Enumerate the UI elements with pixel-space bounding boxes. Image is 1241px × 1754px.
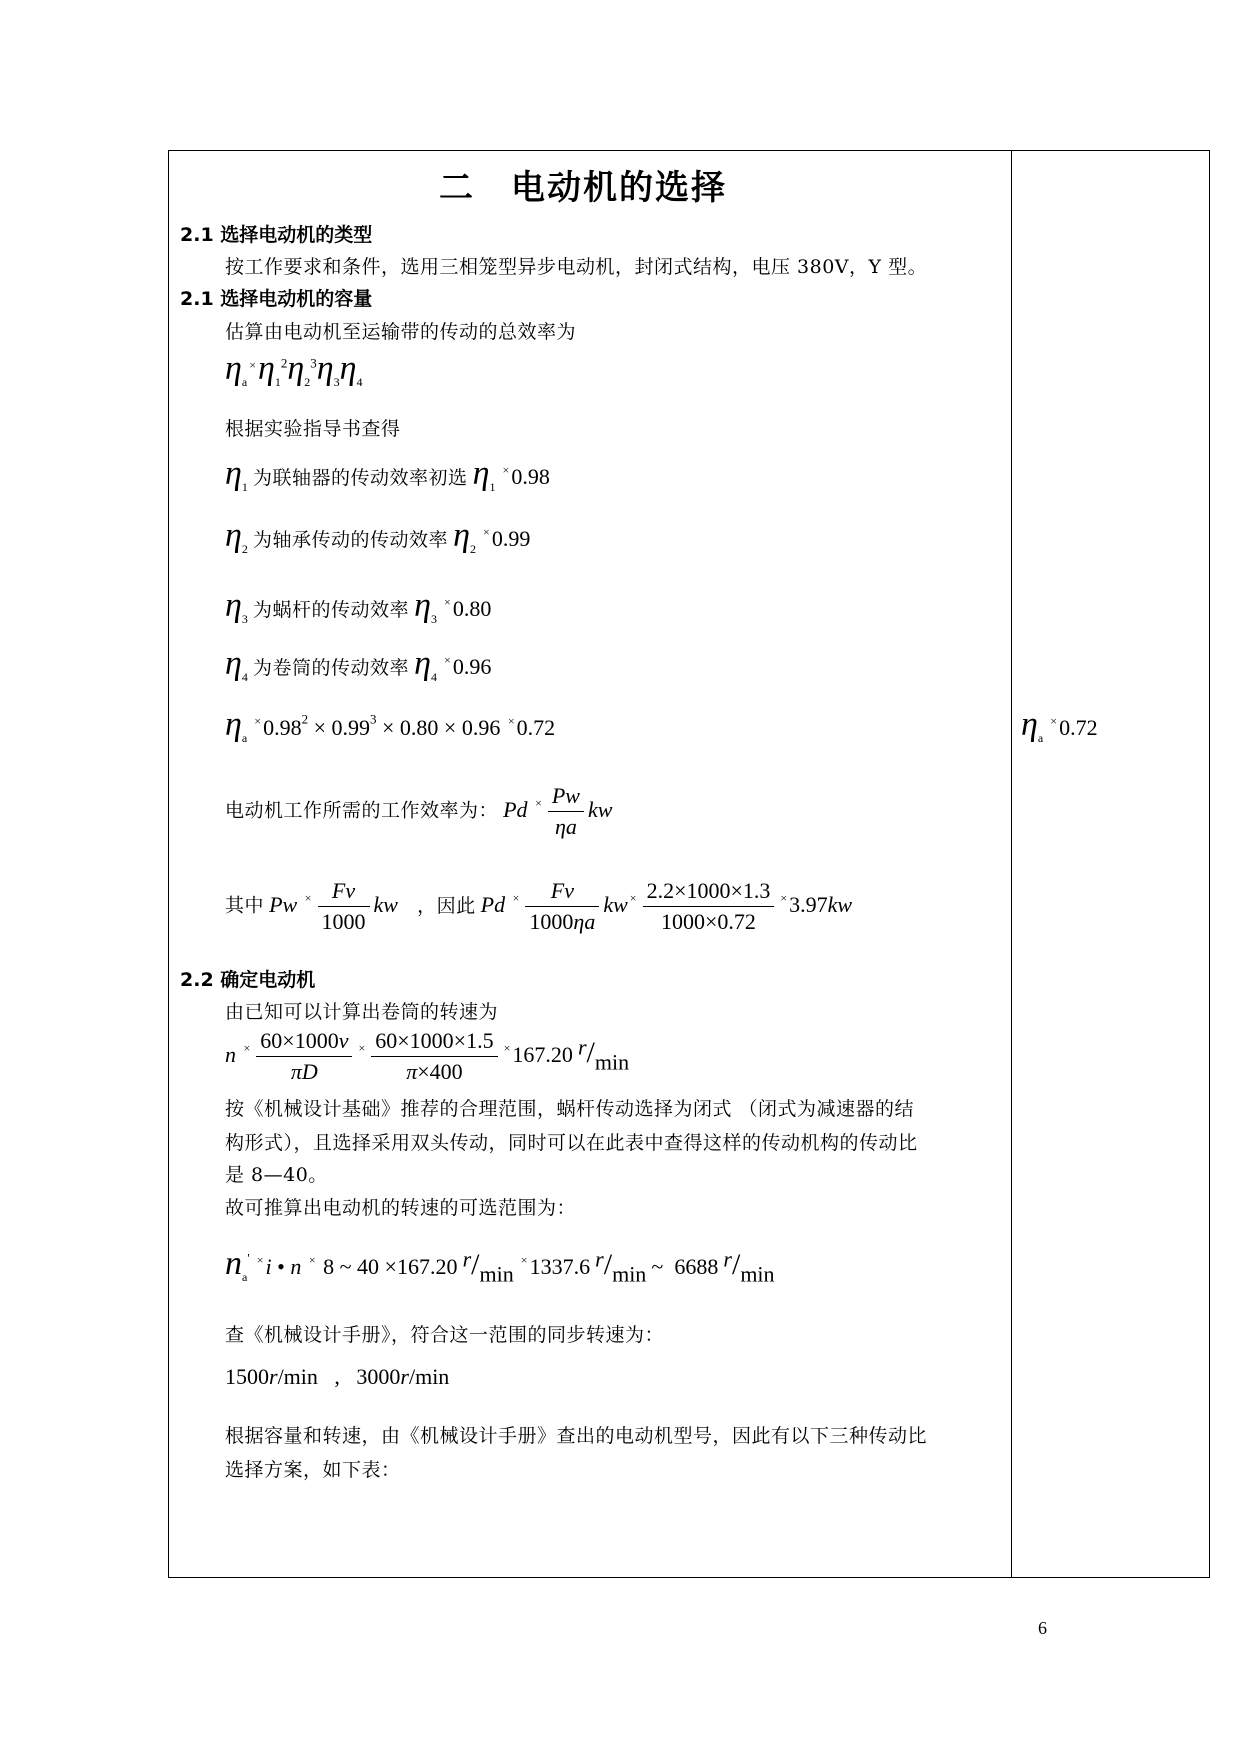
speed-intro: 由已知可以计算出卷筒的转速为 <box>225 1001 499 1023</box>
pw-pd-line: 其中 Pw × $\frac{Fv}{1000}$ kw ，因此 Pd × $\frac{Fv}{1000\eta a}$ kw × $\frac{2.2\times 1000\times 1.3}{1000\times 0.72}$ ×3.97kw <box>225 878 853 934</box>
lookup-text: 根据实验指导书查得 <box>225 418 401 440</box>
eta-a-computation: $\eta_a$ $^\times 0.98^2 \times 0.99^3 \times 0.80 \times 0.96$ ×0.72 <box>225 706 556 746</box>
eta3-desc: 为蜗杆的传动效率 <box>252 599 409 621</box>
power-text: 电动机工作所需的工作效率为： <box>225 799 499 822</box>
final-text-1: 根据容量和转速，由《机械设计手册》查出的电动机型号，因此有以下三种传动比 <box>225 1425 928 1447</box>
eta-a-result: 0.72 <box>516 715 556 740</box>
page-number: 6 <box>1038 1618 1047 1638</box>
efficiency-intro: 估算由电动机至运输带的传动的总效率为 <box>225 321 577 343</box>
range-text-3: 是 8—40。 <box>225 1164 328 1186</box>
range-low: 1337.6 <box>529 1254 591 1279</box>
page-title: 二 电动机的选择 <box>439 168 727 208</box>
range-text-1: 按《机械设计基础》推荐的合理范围，蜗杆传动选择为闭式 （闭式为减速器的结 <box>225 1098 915 1120</box>
speed-result: 167.20 <box>512 1041 573 1067</box>
manual-text: 查《机械设计手册》，符合这一范围的同步转速为： <box>225 1324 665 1346</box>
sync-speeds: 1500r/min , 3000r/min <box>225 1364 450 1389</box>
eta4-desc: 为卷筒的传动效率 <box>252 657 409 679</box>
range-text-2: 构形式），且选择采用双头传动，同时可以在此表中查得这样的传动机构的传动比 <box>225 1132 918 1154</box>
section-heading-type: 2.1 选择电动机的类型 <box>180 224 373 246</box>
final-text-2: 选择方案，如下表： <box>225 1459 401 1481</box>
eta2-value: 0.99 <box>491 526 531 551</box>
section-heading-capacity: 2.1 选择电动机的容量 <box>180 288 373 310</box>
eta3-line: $\eta_3$ 为蜗杆的传动效率 $\eta_3$ ×0.80 <box>225 587 492 627</box>
section-heading-determine: 2.2 确定电动机 <box>180 969 316 991</box>
pd-formula-line: 电动机工作所需的工作效率为： Pd × $\frac{Pw}{\eta a}$ kw <box>225 783 613 839</box>
side-note-value: 0.72 <box>1059 715 1098 740</box>
sync-speed-2: 3000 <box>356 1364 401 1389</box>
drum-speed-formula: n × $\frac{60\times 1000v}{\pi D}$ × $\frac{60\times 1000\times 1.5}{\pi\times 400}$ ×167.20 r/min <box>225 1028 630 1084</box>
total-efficiency-formula: $\eta_a^\times\eta_1^2\eta_2^3\eta_3\eta_4$ <box>225 350 363 390</box>
column-divider <box>1011 150 1012 1578</box>
eta1-value: 0.98 <box>511 464 550 489</box>
infer-text: 故可推算出电动机的转速的可选范围为： <box>225 1197 577 1219</box>
eta2-desc: 为轴承传动的传动效率 <box>252 529 448 551</box>
motor-speed-range: $n_a'$ ×i • n × 8 ~ 40 ×167.20 r/min ×1337.6 r/min ~ 6688 r/min <box>225 1245 775 1287</box>
eta1-desc: 为联轴器的传动效率初选 <box>252 467 468 489</box>
side-note-eta-a: $\eta_a$ ×0.72 <box>1021 706 1098 746</box>
eta3-value: 0.80 <box>452 596 492 621</box>
eta4-line: $\eta_4$ 为卷筒的传动效率 $\eta_4$ ×0.96 <box>225 645 492 685</box>
type-description: 按工作要求和条件，选用三相笼型异步电动机，封闭式结构，电压 380V，Y 型。 <box>225 256 928 278</box>
eta1-line: $\eta_1$ 为联轴器的传动效率初选 $\eta_1$ ×0.98 <box>225 455 550 495</box>
range-high: 6688 <box>674 1254 719 1279</box>
pw-prefix: 其中 <box>225 894 265 917</box>
pd-result: 3.97 <box>789 891 828 917</box>
eta2-line: $\eta_2$ 为轴承传动的传动效率 $\eta_2$ ×0.99 <box>225 517 531 557</box>
therefore-text: ，因此 <box>417 894 476 917</box>
sync-speed-1: 1500 <box>225 1364 269 1389</box>
eta4-value: 0.96 <box>452 654 492 679</box>
